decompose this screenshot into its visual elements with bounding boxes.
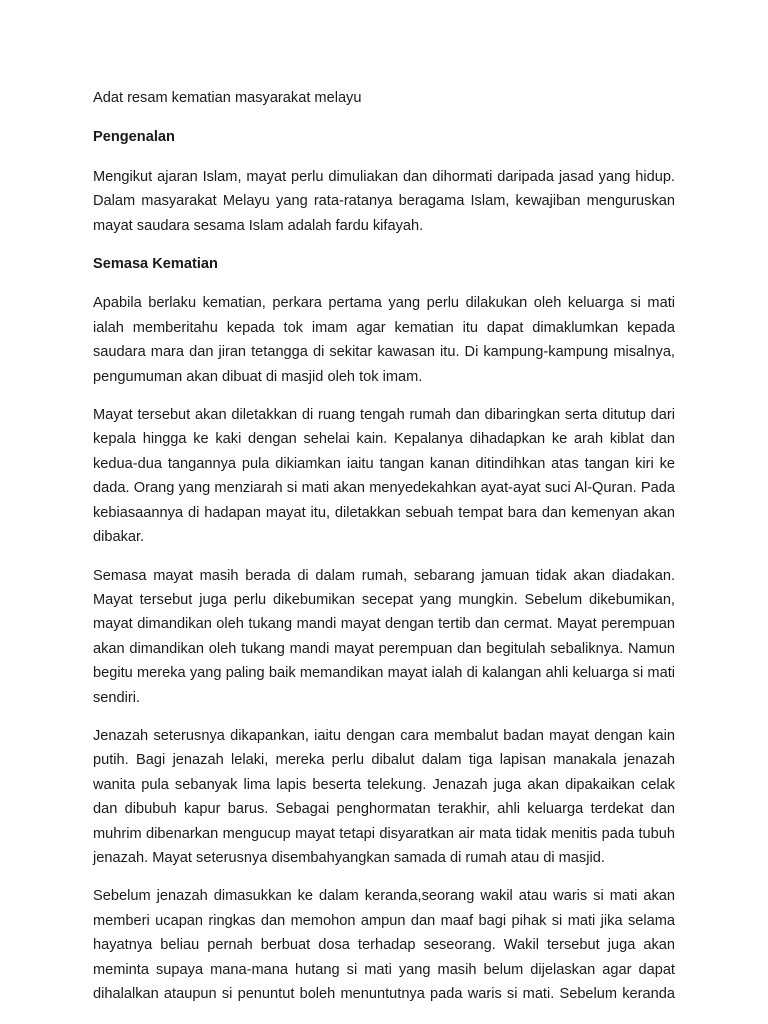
section-heading-pengenalan: Pengenalan [93,129,175,146]
paragraph: Semasa mayat masih berada di dalam rumah, sebarang jamuan tidak akan diadakan. Mayat tersebut juga perlu dikebumikan secepat yang mungkin. Sebelum dikebumikan, mayat dimandikan oleh tukang mandi mayat dengan tertib dan cermat. Mayat perempuan akan dimandikan oleh tukang mandi mayat perempuan dan begitulah sebaliknya. Namun begitu mereka yang paling baik memandikan mayat ialah di kalangan ahli keluarga si mati sendiri. [93,567,675,706]
paragraph: Mayat tersebut akan diletakkan di ruang tengah rumah dan dibaringkan serta ditutup dari kepala hingga ke kaki dengan sehelai kain. Kepalanya dihadapkan ke arah kiblat dan kedua-dua tangannya pula dikiamkan iaitu tangan kanan ditindihkan atas tangan kiri ke dada. Orang yang menziarah si mati akan menyedekahkan ayat-ayat suci Al-Quran. Pada kebiasaannya di hadapan mayat itu, diletakkan sebuah tempat bara dan kemenyan akan dibakar. [93,407,675,546]
paragraph: Jenazah seterusnya dikapankan, iaitu dengan cara membalut badan mayat dengan kain putih. Bagi jenazah lelaki, mereka perlu dibalut dalam tiga lapisan manakala jenazah wanita pula sebanyak lima lapis beserta telekung. Jenazah juga akan dipakaikan celak dan dibubuh kapur barus. Sebagai penghormatan terakhir, ahli keluarga terdekat dan muhrim dibenarkan mengucup mayat tetapi disyaratkan air mata tidak menitis pada tubuh jenazah. Mayat seterusnya disembahyangkan samada di rumah atau di masjid. [93,727,675,866]
paragraph: Mengikut ajaran Islam, mayat perlu dimuliakan dan dihormati daripada jasad yang hidup. Dalam masyarakat Melayu yang rata-ratanya beragama Islam, kewajiban menguruskan mayat saudara sesama Islam adalah fardu kifayah. [93,168,675,234]
document-body [93,86,675,1020]
document-title: Adat resam kematian masyarakat melayu [93,90,362,106]
section-heading-semasa-kematian: Semasa Kematian [93,256,218,273]
paragraph: Sebelum jenazah dimasukkan ke dalam keranda,seorang wakil atau waris si mati akan memberi ucapan ringkas dan memohon ampun dan maaf bagi pihak si mati jika selama hayatnya beliau pernah berbuat dosa terhadap seseorang. Wakil tersebut juga akan meminta supaya mana-mana hutang si mati yang masih belum dijelaskan agar dapat dihalalkan ataupun si penuntut boleh menuntutnya pada waris si mati. Sebelum keranda [93,888,675,1002]
paragraph: Apabila berlaku kematian, perkara pertama yang perlu dilakukan oleh keluarga si mati ialah memberitahu kepada tok imam agar kematian itu dapat dimaklumkan kepada saudara mara dan jiran tetangga di sekitar kawasan itu. Di kampung-kampung misalnya, pengumuman akan dibuat di masjid oleh tok imam. [93,295,675,385]
